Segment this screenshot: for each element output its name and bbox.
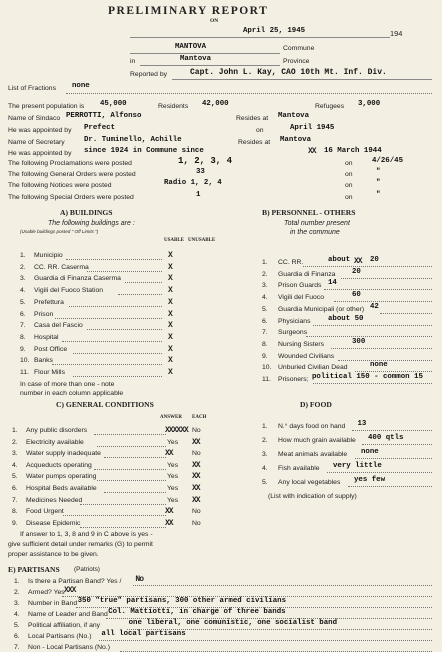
fill-line	[94, 434, 166, 435]
fill-line	[334, 301, 432, 302]
building-label: Municipio	[34, 252, 63, 259]
personnel-sub-2: in the commune	[290, 229, 340, 236]
fill-line	[303, 266, 433, 267]
col-unusable: UNUSABLE	[188, 238, 216, 243]
food-label: Fish available	[278, 465, 320, 472]
food-note: (List with indication of supply)	[268, 493, 357, 500]
col-answer: ANSWER	[160, 415, 182, 420]
condition-number: 8.	[12, 508, 18, 516]
personnel-number: 2.	[262, 270, 268, 278]
province-value: Mantova	[180, 55, 212, 63]
personnel-value2: 20	[370, 256, 379, 264]
condition-answer: Yes	[167, 438, 179, 446]
condition-answer: XX	[165, 449, 173, 459]
buildings-footnote-2: number in each column applicable	[20, 390, 124, 397]
fill-line	[55, 318, 162, 319]
sindaco-resides-label: Resides at	[236, 115, 269, 122]
personnel-label: Physicians	[278, 317, 311, 325]
partisans-heading-sub: (Patriots)	[74, 566, 100, 573]
personnel-value: 42	[370, 302, 379, 311]
fill-line	[62, 341, 162, 342]
food-value: very little	[333, 462, 382, 470]
personnel-label: Nursing Sisters	[278, 340, 325, 348]
condition-answer: Yes	[167, 485, 179, 492]
fill-line	[69, 306, 162, 307]
fill-line	[87, 271, 163, 272]
building-label: Banks	[34, 357, 53, 365]
fill-line	[66, 259, 163, 260]
condition-label: Water supply inadequate	[26, 450, 101, 458]
commune-value: MANTOVA	[175, 43, 207, 51]
building-number: 4.	[20, 287, 26, 295]
condition-label: Disease Epidemic	[26, 519, 81, 527]
building-mark: X	[168, 356, 172, 366]
secretary-value: Dr. Tuminello, Achille	[84, 136, 182, 144]
fill-line	[73, 353, 163, 354]
partisan-value: one liberal, one comunistic, one socialist band	[128, 619, 338, 627]
sec-appointed-value: since 1924 in Commune since	[84, 147, 204, 155]
food-number: 5.	[262, 479, 268, 486]
fill-line	[94, 469, 166, 470]
personnel-label: Guardia di Finanza	[278, 270, 336, 278]
proclamations-on-value: 4/26/45	[372, 157, 404, 165]
partisan-label: Local Partisans (No.)	[28, 633, 92, 640]
condition-label: Electricity available	[26, 438, 84, 446]
condition-each: No	[192, 450, 201, 458]
general-orders-on-value: "	[376, 168, 381, 176]
general-orders-label: The following General Orders were posted	[8, 171, 136, 178]
building-number: 3.	[20, 275, 26, 283]
proclamations-value: 1, 2, 3, 4	[178, 156, 233, 166]
personnel-heading: B) PERSONNEL - OTHERS	[262, 208, 356, 217]
fill-line	[104, 492, 166, 493]
appointed-value: Prefect	[84, 124, 116, 132]
appointed-on-value: April 1945	[290, 124, 335, 132]
partisan-number: 2.	[14, 589, 20, 596]
fill-line	[125, 282, 162, 283]
food-value: yes few	[354, 476, 386, 484]
building-label: Post Office	[34, 345, 68, 353]
condition-each: XX	[192, 495, 200, 505]
fractions-label: List of Fractions	[8, 85, 56, 92]
building-mark: X	[168, 344, 172, 354]
personnel-value: 20	[352, 267, 361, 276]
partisan-label: Name of Leader and Band	[28, 611, 108, 618]
in-label: in	[130, 58, 136, 65]
food-number: 1.	[262, 423, 268, 430]
partisan-number: 3.	[14, 600, 20, 607]
building-mark: X	[168, 321, 172, 331]
fill-line	[97, 446, 166, 447]
building-mark: X	[168, 251, 172, 260]
personnel-struck: XX	[354, 257, 362, 266]
condition-number: 6.	[12, 485, 18, 492]
condition-answer: Yes	[167, 461, 179, 469]
special-orders-on-label: on	[345, 194, 353, 201]
condition-each: XX	[192, 460, 200, 470]
report-date: April 25, 1945	[243, 27, 306, 35]
building-label: Prison	[34, 310, 54, 318]
personnel-value: 14	[328, 279, 337, 288]
buildings-footnote-1: In case of more than one - note	[20, 381, 115, 388]
personnel-value: none	[370, 361, 388, 370]
fractions-value: none	[72, 82, 90, 90]
secretary-label: Name of Secretary	[8, 139, 65, 146]
personnel-value: 60	[352, 291, 361, 300]
fill-line	[52, 364, 163, 365]
appointed-on-label: on	[256, 127, 264, 134]
date-line	[130, 37, 390, 38]
condition-number: 9.	[12, 519, 18, 527]
condition-each: No	[192, 427, 201, 434]
building-label: CC. RR. Caserma	[34, 263, 89, 271]
food-label: Meat animals available	[278, 451, 348, 458]
fill-line	[341, 278, 432, 279]
residents-value: 42,000	[202, 100, 229, 108]
fill-line	[331, 348, 433, 349]
conditions-heading: C) GENERAL CONDITIONS	[56, 400, 154, 409]
col-each: EACH	[192, 415, 207, 420]
condition-answer: XX	[165, 507, 173, 517]
food-label: N.° days food on hand	[278, 423, 346, 430]
personnel-label: Prison Guards	[278, 282, 322, 290]
refugees-label: Refugees	[315, 103, 345, 110]
fill-line	[324, 289, 433, 290]
conditions-note-3: proper assistance to be given.	[8, 551, 99, 558]
proclamations-on-label: on	[345, 160, 353, 167]
food-value: 13	[357, 420, 367, 428]
building-label: Prefettura	[34, 298, 64, 306]
building-mark: X	[168, 332, 172, 342]
general-orders-value: 33	[196, 168, 205, 176]
buildings-heading: A) BUILDINGS	[60, 208, 113, 217]
fill-line	[118, 294, 162, 295]
fill-line	[306, 336, 432, 337]
personnel-number: 9.	[262, 352, 268, 360]
fill-line	[80, 527, 166, 528]
notices-value: Radio 1, 2, 4	[164, 179, 222, 187]
fill-line	[104, 457, 166, 458]
special-orders-value: 1	[196, 191, 201, 199]
sec-appointed-value2: 16 March 1944	[324, 147, 382, 155]
building-label: Vigili del Fuoco Station	[34, 287, 104, 295]
food-number: 4.	[262, 465, 268, 472]
commune-line	[130, 53, 280, 54]
partisan-number: 4.	[14, 611, 20, 618]
building-mark: X	[168, 368, 172, 377]
year-prefix: 194	[390, 29, 403, 38]
province-line	[140, 65, 280, 66]
food-label: Any local vegetables	[278, 479, 341, 486]
personnel-number: 8.	[262, 340, 268, 348]
fill-line	[327, 472, 432, 473]
commune-label: Commune	[283, 45, 315, 52]
food-value: 400 qtls	[368, 434, 404, 442]
reported-by-label: Reported by	[130, 71, 168, 78]
sec-appointed-label: He was appointed by	[8, 150, 72, 157]
partisan-label: Non - Local Partisans (No.)	[28, 644, 110, 651]
secretary-resides-value: Mantova	[280, 136, 312, 144]
condition-number: 4.	[12, 461, 18, 469]
population-label: The present population is	[8, 103, 85, 110]
partisan-value: No	[135, 575, 143, 584]
proclamations-label: The following Proclamations were posted	[8, 160, 132, 167]
partisan-number: 6.	[14, 633, 20, 640]
personnel-value: political 150 - common 15	[312, 373, 423, 381]
general-orders-on-label: on	[345, 171, 353, 178]
building-label: Casa del Fascio	[34, 322, 83, 330]
partisan-number: 7.	[14, 644, 20, 651]
fill-line	[133, 585, 432, 586]
partisan-label: Political affiliation, if any	[28, 622, 101, 629]
building-mark: X	[168, 274, 172, 284]
sec-appointed-struck: XX	[308, 147, 316, 156]
personnel-label: Vigili del Fuoco	[278, 294, 324, 302]
building-mark: X	[168, 286, 172, 296]
food-number: 2.	[262, 437, 268, 444]
condition-each: XX	[192, 437, 200, 447]
partisan-value: all local partisans	[101, 630, 186, 638]
special-orders-label: The following Special Orders were posted	[8, 194, 134, 201]
personnel-label: CC. RR.	[278, 259, 304, 266]
reported-by-value: Capt. John L. Kay, CAO 10th Mt. Inf. Div.	[190, 68, 387, 77]
building-number: 5.	[20, 298, 26, 306]
fill-line	[362, 444, 432, 445]
condition-answer: Yes	[167, 496, 179, 504]
fill-line	[313, 325, 432, 326]
condition-number: 1.	[12, 427, 18, 434]
fill-line	[313, 383, 432, 384]
building-label: Guardia di Finanza Caserma	[34, 275, 121, 283]
personnel-value: about 50	[328, 314, 364, 323]
conditions-note-2: give sufficient detail under remarks (G) to permit	[8, 541, 153, 548]
personnel-number: 4.	[262, 294, 268, 302]
secretary-resides-label: Resides at	[238, 139, 271, 146]
partisan-label: Armed? Yes	[28, 589, 65, 596]
condition-answer: Yes	[167, 473, 179, 481]
refugees-value: 3,000	[358, 100, 381, 108]
title-on: ON	[210, 18, 219, 24]
building-number: 9.	[20, 345, 26, 353]
condition-label: Food Urgent	[26, 508, 64, 516]
notices-on-value: "	[376, 179, 381, 187]
personnel-number: 5.	[262, 305, 268, 313]
conditions-note-1: If answer to 1, 3, 8 and 9 in C above is yes -	[20, 531, 153, 538]
partisan-value: XXX	[64, 586, 76, 595]
condition-label: Water pumps operating	[26, 473, 97, 481]
personnel-label: Prisoners;	[278, 376, 309, 383]
building-number: 1.	[20, 252, 26, 259]
condition-number: 5.	[12, 473, 18, 481]
building-mark: X	[168, 262, 172, 272]
food-value: none	[361, 448, 379, 456]
building-label: Hospital	[34, 333, 59, 341]
fill-line	[87, 329, 163, 330]
fill-line	[380, 313, 433, 314]
fill-line	[80, 504, 166, 505]
sindaco-resides-value: Mantova	[278, 112, 310, 120]
personnel-value: about	[328, 256, 351, 264]
condition-number: 2.	[12, 438, 18, 446]
partisans-heading: E) PARTISANS	[8, 565, 60, 574]
personnel-label: Wounded Civilians	[278, 352, 335, 360]
partisan-label: Number in Band	[28, 600, 78, 607]
food-heading: D) FOOD	[300, 400, 332, 409]
building-mark: X	[168, 309, 172, 319]
personnel-number: 7.	[262, 329, 268, 337]
personnel-number: 1.	[262, 259, 268, 266]
partisan-number: 1.	[14, 578, 20, 585]
notices-on-label: on	[345, 182, 353, 189]
building-number: 10.	[20, 357, 30, 365]
notices-label: The following Notices were posted	[8, 182, 112, 189]
partisan-value: Col. Mattiotti, in charge of three bands	[108, 608, 286, 616]
population-value: 45,000	[100, 100, 127, 108]
province-label: Province	[283, 58, 310, 65]
building-number: 11.	[20, 369, 29, 376]
reported-by-line	[172, 79, 432, 80]
residents-label: Residents	[158, 103, 189, 110]
personnel-number: 3.	[262, 282, 268, 290]
condition-label: Any public disorders	[26, 427, 88, 434]
food-label: How much grain available	[278, 437, 356, 444]
condition-each: No	[192, 508, 201, 516]
sindaco-value: PERROTTI, Alfonso	[66, 112, 142, 120]
report-title: PRELIMINARY REPORT	[108, 5, 269, 17]
fill-line	[99, 640, 432, 641]
personnel-label: Unburied Civilian Dead	[278, 364, 348, 372]
condition-answer: XXXXXX	[165, 426, 188, 435]
fill-line	[63, 515, 166, 516]
partisan-label: Is there a Partisan Band? Yes /	[28, 578, 122, 585]
fill-line	[348, 486, 432, 487]
condition-label: Acqueducts operating	[26, 461, 92, 469]
col-usable: USABLE	[164, 238, 185, 243]
condition-each: XX	[192, 472, 200, 482]
building-number: 6.	[20, 310, 26, 318]
personnel-number: 11.	[262, 376, 271, 383]
sindaco-label: Name of Sindaco	[8, 115, 61, 122]
building-mark: X	[168, 297, 172, 307]
condition-number: 7.	[12, 496, 18, 504]
building-number: 8.	[20, 333, 26, 341]
buildings-note: (Usable buildings posted " Off Limits ")	[20, 229, 99, 234]
partisan-number: 5.	[14, 622, 20, 629]
food-number: 3.	[262, 451, 268, 458]
condition-each: No	[192, 519, 201, 527]
condition-answer: XX	[165, 518, 173, 528]
fill-line	[97, 480, 166, 481]
building-label: Flour Mills	[34, 369, 65, 376]
personnel-value: 300	[352, 337, 366, 346]
building-number: 2.	[20, 263, 26, 271]
condition-label: Medicines Needed	[26, 496, 83, 504]
partisan-value: 350 "true" partisans, 300 other armed civilians	[77, 597, 287, 605]
personnel-number: 10.	[262, 364, 272, 372]
fill-line	[355, 458, 432, 459]
personnel-label: Guardia Municipali (or other)	[278, 305, 365, 313]
building-number: 7.	[20, 322, 26, 330]
fill-line	[352, 430, 433, 431]
personnel-number: 6.	[262, 317, 268, 325]
fill-line	[73, 376, 163, 377]
personnel-sub-1: Total number present	[284, 220, 350, 227]
fractions-line	[66, 93, 432, 94]
buildings-sub: The following buildings are :	[48, 220, 135, 227]
condition-label: Hospital Beds available	[26, 485, 97, 492]
personnel-label: Surgeons	[278, 329, 308, 337]
appointed-label: He was appointed by	[8, 127, 72, 134]
special-orders-on-value: "	[376, 191, 381, 199]
condition-each: XX	[192, 484, 200, 493]
condition-number: 3.	[12, 450, 18, 458]
